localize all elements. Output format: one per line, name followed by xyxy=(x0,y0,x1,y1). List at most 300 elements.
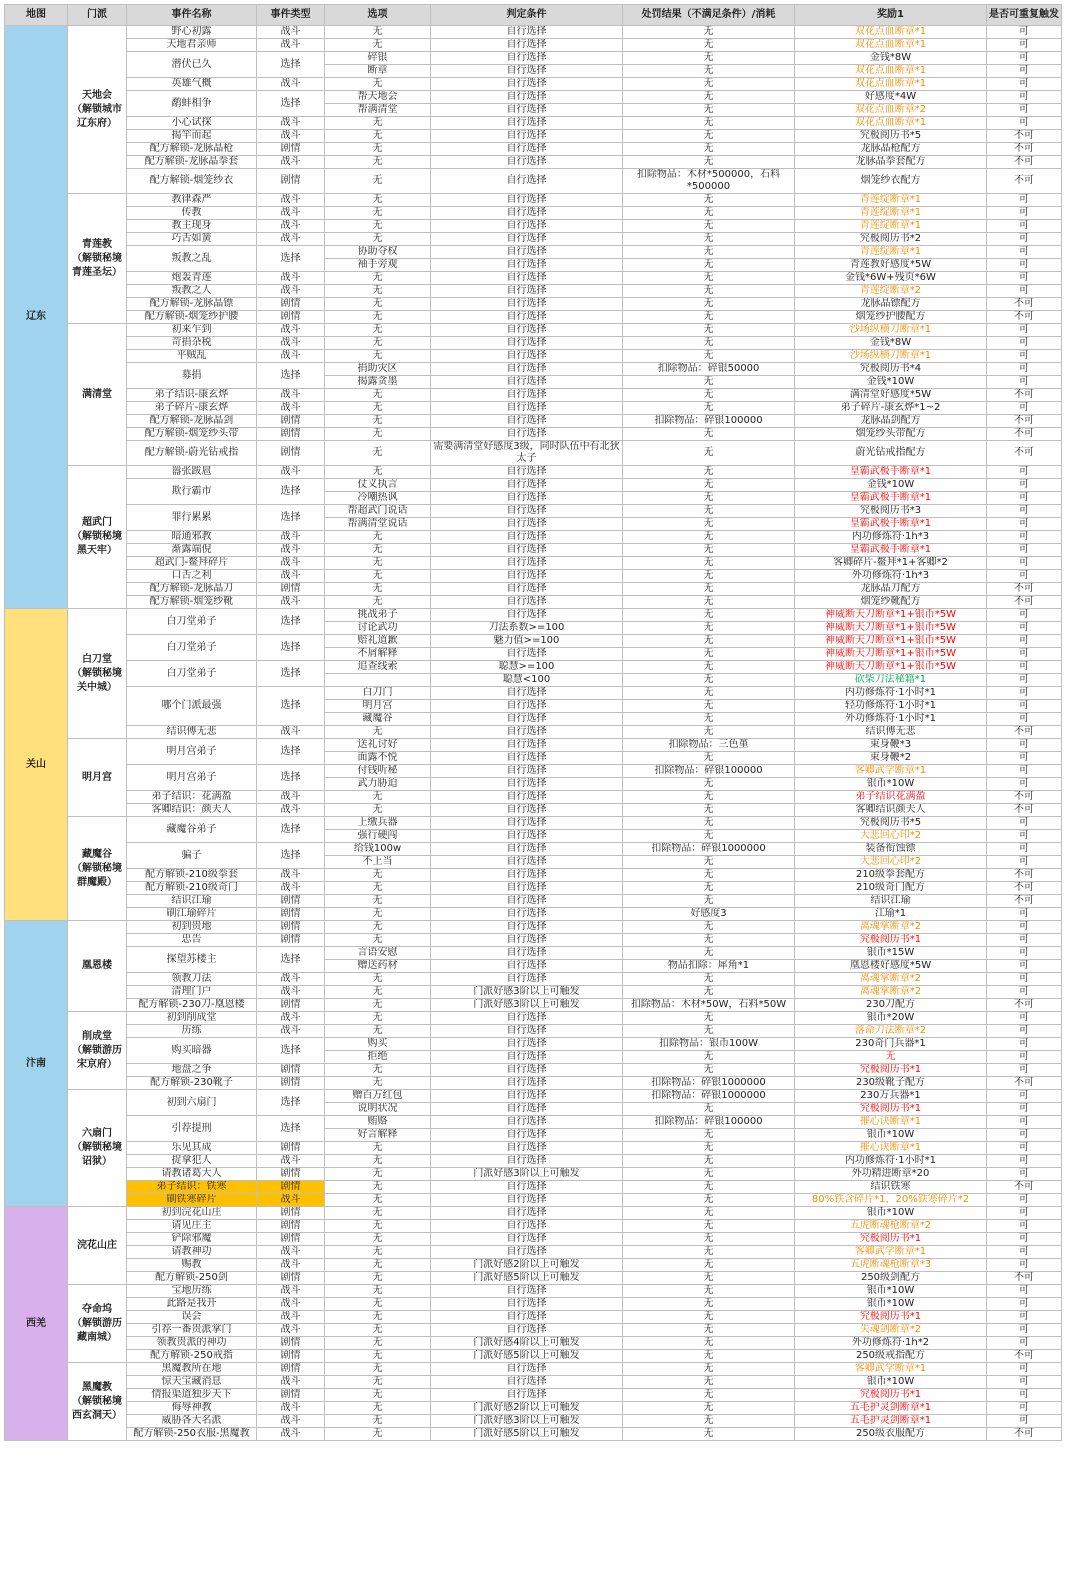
table-row xyxy=(5,415,1062,428)
event-type-cell: 战斗 xyxy=(257,726,325,739)
penalty-cell: 无 xyxy=(623,207,795,220)
condition-cell: 自行选择 xyxy=(431,39,623,52)
region-cell: 汴南 xyxy=(5,921,68,1207)
event-name-cell: 野心初露 xyxy=(127,26,257,39)
event-name-cell: 配方解锁-250剑 xyxy=(127,1272,257,1285)
option-cell: 无 xyxy=(325,130,431,143)
reward-cell: 摧心诀断章*1 xyxy=(795,1142,987,1155)
reward-cell: 满清堂好感度*5W xyxy=(795,389,987,402)
reward-cell: 究极阅历书*1 xyxy=(795,1389,987,1402)
event-name-cell: 叛教之乱 xyxy=(127,246,257,272)
penalty-cell: 无 xyxy=(623,39,795,52)
event-name-cell: 初到六扇门 xyxy=(127,1090,257,1116)
option-cell: 无 xyxy=(325,804,431,817)
event-name-cell: 配方解锁-230刀-凰恩楼 xyxy=(127,999,257,1012)
option-cell: 无 xyxy=(325,1233,431,1246)
event-name-cell: 历练 xyxy=(127,1025,257,1038)
penalty-cell: 物品扣除：犀角*1 xyxy=(623,960,795,973)
repeatable-header: 是否可重复触发 xyxy=(987,5,1062,26)
condition-cell: 自行选择 xyxy=(431,765,623,778)
repeatable-cell: 不可 xyxy=(987,583,1062,596)
option-cell: 无 xyxy=(325,220,431,233)
table-row xyxy=(5,986,1062,999)
condition-cell: 门派好感2阶以上可触发 xyxy=(431,1402,623,1415)
reward-cell: 离魂掌断章*2 xyxy=(795,973,987,986)
option-cell: 无 xyxy=(325,583,431,596)
region-cell: 关山 xyxy=(5,609,68,921)
penalty-cell: 无 xyxy=(623,466,795,479)
penalty-cell: 无 xyxy=(623,1155,795,1168)
penalty-cell: 无 xyxy=(623,557,795,570)
option-cell: 无 xyxy=(325,1077,431,1090)
sect-cell: 明月宫 xyxy=(68,739,127,817)
repeatable-cell: 可 xyxy=(987,104,1062,117)
table-row xyxy=(5,817,1062,830)
repeatable-cell: 可 xyxy=(987,1337,1062,1350)
condition-cell: 自行选择 xyxy=(431,466,623,479)
reward-cell: 青莲绽断章*1 xyxy=(795,220,987,233)
condition-cell: 自行选择 xyxy=(431,117,623,130)
event-name-cell: 侮辱神教 xyxy=(127,1402,257,1415)
event-type-cell: 战斗 xyxy=(257,973,325,986)
event-type-cell: 选择 xyxy=(257,479,325,505)
table-row xyxy=(5,311,1062,324)
condition-cell: 自行选择 xyxy=(431,895,623,908)
penalty-cell: 无 xyxy=(623,104,795,117)
penalty-cell: 无 xyxy=(623,350,795,363)
table-row xyxy=(5,117,1062,130)
event-name-cell: 地盘之争 xyxy=(127,1064,257,1077)
penalty-cell: 无 xyxy=(623,1025,795,1038)
reward-cell: 究极阅历书*5 xyxy=(795,130,987,143)
event-type-cell: 选择 xyxy=(257,363,325,389)
sect-cell: 夺命坞 （解锁游历 藏南城） xyxy=(68,1285,127,1363)
event-type-cell: 剧情 xyxy=(257,1272,325,1285)
option-cell: 无 xyxy=(325,999,431,1012)
penalty-cell: 扣除物品：木材*50W，石料*50W xyxy=(623,999,795,1012)
penalty-cell: 无 xyxy=(623,1285,795,1298)
penalty-cell: 无 xyxy=(623,934,795,947)
event-type-cell: 战斗 xyxy=(257,1012,325,1025)
penalty-cell: 无 xyxy=(623,311,795,324)
penalty-cell: 无 xyxy=(623,830,795,843)
event-type-cell: 战斗 xyxy=(257,130,325,143)
repeatable-cell: 不可 xyxy=(987,895,1062,908)
reward-cell: 砍柴刀法秘籍*1 xyxy=(795,674,987,687)
reward-cell: 龙脉晶拳套配方 xyxy=(795,156,987,169)
reward-cell: 250级衣服配方 xyxy=(795,1428,987,1441)
penalty-cell: 无 xyxy=(623,65,795,78)
option-cell: 讨论武功 xyxy=(325,622,431,635)
table-row xyxy=(5,220,1062,233)
table-row xyxy=(5,687,1062,700)
event-name-cell: 此路是我开 xyxy=(127,1298,257,1311)
option-cell: 冷嘲热讽 xyxy=(325,492,431,505)
sect-cell: 六扇门 （解锁秘境 诏狱） xyxy=(68,1090,127,1207)
option-cell: 无 xyxy=(325,596,431,609)
event-name-cell: 配方解锁-龙脉晶剑 xyxy=(127,415,257,428)
penalty-cell: 无 xyxy=(623,752,795,765)
option-cell: 无 xyxy=(325,428,431,441)
condition-cell: 自行选择 xyxy=(431,934,623,947)
repeatable-cell: 可 xyxy=(987,479,1062,492)
table-row xyxy=(5,999,1062,1012)
event-name-cell: 配方解锁-烟笼纱靴 xyxy=(127,596,257,609)
penalty-cell: 无 xyxy=(623,1402,795,1415)
condition-cell: 自行选择 xyxy=(431,1207,623,1220)
event-type-cell: 战斗 xyxy=(257,1298,325,1311)
event-type-cell: 选择 xyxy=(257,1038,325,1064)
condition-cell: 自行选择 xyxy=(431,1103,623,1116)
condition-cell: 自行选择 xyxy=(431,78,623,91)
event-type-cell: 战斗 xyxy=(257,1402,325,1415)
table-row xyxy=(5,1038,1062,1051)
repeatable-cell: 可 xyxy=(987,1194,1062,1207)
spreadsheet xyxy=(4,4,1062,1441)
event-type-cell: 剧情 xyxy=(257,1350,325,1363)
repeatable-cell: 可 xyxy=(987,1207,1062,1220)
penalty-cell: 扣除物品：碎银100000 xyxy=(623,765,795,778)
reward-cell: 皇霸武极手断章*1 xyxy=(795,492,987,505)
event-type-cell: 战斗 xyxy=(257,156,325,169)
table-row xyxy=(5,39,1062,52)
table-row xyxy=(5,169,1062,194)
condition-cell: 自行选择 xyxy=(431,272,623,285)
event-type-cell: 战斗 xyxy=(257,791,325,804)
reward-cell: 外功精进断章*20 xyxy=(795,1168,987,1181)
event-name-cell: 宝地历练 xyxy=(127,1285,257,1298)
repeatable-cell: 可 xyxy=(987,1012,1062,1025)
penalty-cell: 无 xyxy=(623,778,795,791)
event-type-cell: 战斗 xyxy=(257,324,325,337)
penalty-cell: 无 xyxy=(623,882,795,895)
event-type-cell: 战斗 xyxy=(257,272,325,285)
reward-cell: 龙脉晶枪配方 xyxy=(795,143,987,156)
condition-cell: 自行选择 xyxy=(431,428,623,441)
repeatable-cell: 可 xyxy=(987,908,1062,921)
condition-cell: 门派好感3阶以上可触发 xyxy=(431,1168,623,1181)
condition-cell: 门派好感3阶以上可触发 xyxy=(431,986,623,999)
reward-cell: 皇霸武极手断章*1 xyxy=(795,518,987,531)
event-name-cell: 配方解锁-250衣服-黑魔教 xyxy=(127,1428,257,1441)
event-name-cell: 领教刀法 xyxy=(127,973,257,986)
repeatable-cell: 可 xyxy=(987,1298,1062,1311)
option-cell: 藏魔谷 xyxy=(325,713,431,726)
option-cell: 赠送药材 xyxy=(325,960,431,973)
reward-cell: 双花点血断章*1 xyxy=(795,39,987,52)
table-row xyxy=(5,350,1062,363)
option-cell: 无 xyxy=(325,908,431,921)
condition-cell: 自行选择 xyxy=(431,52,623,65)
penalty-cell: 好感度3 xyxy=(623,908,795,921)
event-name-cell: 引荐一番贵派掌门 xyxy=(127,1324,257,1337)
option-cell: 捐助灾区 xyxy=(325,363,431,376)
event-type-cell: 战斗 xyxy=(257,986,325,999)
event-name-cell: 罪行累累 xyxy=(127,505,257,531)
option-cell: 无 xyxy=(325,531,431,544)
repeatable-cell: 可 xyxy=(987,960,1062,973)
event-type-cell: 剧情 xyxy=(257,1168,325,1181)
repeatable-cell: 可 xyxy=(987,402,1062,415)
condition-cell: 自行选择 xyxy=(431,505,623,518)
penalty-cell: 无 xyxy=(623,1259,795,1272)
penalty-cell: 无 xyxy=(623,143,795,156)
option-cell: 无 xyxy=(325,272,431,285)
repeatable-cell: 不可 xyxy=(987,1077,1062,1090)
option-cell: 无 xyxy=(325,1298,431,1311)
table-row xyxy=(5,1298,1062,1311)
event-name-cell: 超武门-鳌拜碎片 xyxy=(127,557,257,570)
region-cell: 西羌 xyxy=(5,1207,68,1441)
repeatable-cell: 可 xyxy=(987,817,1062,830)
event-name-cell: 揭竿而起 xyxy=(127,130,257,143)
table-row xyxy=(5,908,1062,921)
condition-cell: 自行选择 xyxy=(431,583,623,596)
penalty-cell: 无 xyxy=(623,1324,795,1337)
condition-cell: 自行选择 xyxy=(431,492,623,505)
event-name-cell: 炮轰青莲 xyxy=(127,272,257,285)
reward-cell: 外功修炼符·1小时*1 xyxy=(795,713,987,726)
option-cell: 无 xyxy=(325,882,431,895)
repeatable-cell: 可 xyxy=(987,337,1062,350)
condition-cell: 自行选择 xyxy=(431,869,623,882)
event-name-cell: 暗通邪教 xyxy=(127,531,257,544)
table-row xyxy=(5,1324,1062,1337)
table-row xyxy=(5,441,1062,466)
reward-cell: 究极阅历书*1 xyxy=(795,1311,987,1324)
repeatable-cell: 不可 xyxy=(987,143,1062,156)
repeatable-cell: 可 xyxy=(987,921,1062,934)
reward-cell: 青莲绽断章*2 xyxy=(795,285,987,298)
event-type-cell: 选择 xyxy=(257,947,325,973)
condition-cell: 自行选择 xyxy=(431,156,623,169)
repeatable-cell: 可 xyxy=(987,1259,1062,1272)
option-cell: 无 xyxy=(325,441,431,466)
table-row xyxy=(5,557,1062,570)
repeatable-cell: 不可 xyxy=(987,441,1062,466)
reward-cell: 客卿武学断章*1 xyxy=(795,1246,987,1259)
event-type-cell: 战斗 xyxy=(257,1415,325,1428)
condition-cell: 自行选择 xyxy=(431,973,623,986)
event-name-cell: 弟子碎片-康玄烨 xyxy=(127,402,257,415)
condition-cell: 刀法系数>=100 xyxy=(431,622,623,635)
option-cell: 无 xyxy=(325,973,431,986)
repeatable-cell: 可 xyxy=(987,518,1062,531)
penalty-cell: 无 xyxy=(623,1337,795,1350)
penalty-cell: 无 xyxy=(623,156,795,169)
option-cell: 无 xyxy=(325,298,431,311)
table-row xyxy=(5,466,1062,479)
condition-cell: 门派好感3阶以上可触发 xyxy=(431,999,623,1012)
condition-cell: 自行选择 xyxy=(431,233,623,246)
reward-cell: 双花点血断章*2 xyxy=(795,104,987,117)
condition-cell: 自行选择 xyxy=(431,1311,623,1324)
condition-cell: 门派好感3阶以上可触发 xyxy=(431,1415,623,1428)
option-cell: 上缴兵器 xyxy=(325,817,431,830)
condition-cell: 自行选择 xyxy=(431,843,623,856)
event-name-cell: 引荐提刑 xyxy=(127,1116,257,1142)
event-name-cell: 弟子结识：花满盈 xyxy=(127,791,257,804)
reward-cell: 内功修炼符·1小时*1 xyxy=(795,1155,987,1168)
condition-cell: 门派好感5阶以上可触发 xyxy=(431,1272,623,1285)
table-row xyxy=(5,389,1062,402)
table-row xyxy=(5,739,1062,752)
event-name-cell: 哪个门派最强 xyxy=(127,687,257,726)
table-row xyxy=(5,1207,1062,1220)
table-row xyxy=(5,143,1062,156)
reward-cell: 五虎断魂枪断章*3 xyxy=(795,1259,987,1272)
reward-cell: 神威断天刀断章*1+银币*5W xyxy=(795,661,987,674)
map-header: 地图 xyxy=(5,5,68,26)
penalty-cell: 无 xyxy=(623,259,795,272)
penalty-cell: 无 xyxy=(623,1181,795,1194)
repeatable-cell: 可 xyxy=(987,1363,1062,1376)
event-name-header: 事件名称 xyxy=(127,5,257,26)
condition-cell: 自行选择 xyxy=(431,1181,623,1194)
reward-cell: 五虎断魂枪断章*2 xyxy=(795,1220,987,1233)
penalty-cell: 无 xyxy=(623,479,795,492)
event-type-cell: 剧情 xyxy=(257,1142,325,1155)
table-row xyxy=(5,1116,1062,1129)
table-row xyxy=(5,895,1062,908)
repeatable-cell: 不可 xyxy=(987,804,1062,817)
option-cell: 无 xyxy=(325,1376,431,1389)
reward-cell: 80%铁含碎片*1，20%铁寒碎片*2 xyxy=(795,1194,987,1207)
table-row xyxy=(5,934,1062,947)
event-name-cell: 潜伏已久 xyxy=(127,52,257,78)
repeatable-cell: 可 xyxy=(987,739,1062,752)
option-cell: 无 xyxy=(325,544,431,557)
option-cell: 无 xyxy=(325,26,431,39)
repeatable-cell: 可 xyxy=(987,1064,1062,1077)
event-type-cell: 选择 xyxy=(257,817,325,843)
event-type-cell: 选择 xyxy=(257,246,325,272)
reward-cell: 银币*10W xyxy=(795,1207,987,1220)
repeatable-cell: 可 xyxy=(987,648,1062,661)
condition-cell: 自行选择 xyxy=(431,1376,623,1389)
condition-cell: 自行选择 xyxy=(431,882,623,895)
condition-cell: 自行选择 xyxy=(431,1012,623,1025)
option-cell: 武力胁迫 xyxy=(325,778,431,791)
event-name-cell: 配方解锁-210级奇门 xyxy=(127,882,257,895)
reward-cell: 金钱*8W xyxy=(795,337,987,350)
condition-cell: 自行选择 xyxy=(431,752,623,765)
penalty-cell: 无 xyxy=(623,817,795,830)
condition-cell: 自行选择 xyxy=(431,1025,623,1038)
event-type-cell: 战斗 xyxy=(257,1259,325,1272)
reward-cell: 210级拳套配方 xyxy=(795,869,987,882)
table-row xyxy=(5,1376,1062,1389)
event-name-cell: 平贼乱 xyxy=(127,350,257,363)
condition-cell: 自行选择 xyxy=(431,830,623,843)
sect-cell: 削成堂 （解锁游历 宋京府） xyxy=(68,1012,127,1090)
penalty-cell: 无 xyxy=(623,78,795,91)
event-type-cell: 战斗 xyxy=(257,194,325,207)
table-row xyxy=(5,570,1062,583)
repeatable-cell: 不可 xyxy=(987,1272,1062,1285)
table-row xyxy=(5,1142,1062,1155)
penalty-cell: 无 xyxy=(623,635,795,648)
option-cell: 无 xyxy=(325,1337,431,1350)
sect-cell: 满清堂 xyxy=(68,324,127,466)
event-name-cell: 乐见其成 xyxy=(127,1142,257,1155)
condition-cell: 自行选择 xyxy=(431,1038,623,1051)
penalty-cell: 无 xyxy=(623,376,795,389)
condition-cell: 自行选择 xyxy=(431,531,623,544)
option-cell: 无 xyxy=(325,1025,431,1038)
option-cell: 无 xyxy=(325,194,431,207)
repeatable-cell: 可 xyxy=(987,324,1062,337)
reward-cell: 沙场纵横刀断章*1 xyxy=(795,324,987,337)
table-row xyxy=(5,194,1062,207)
reward-cell: 结识傅无悲 xyxy=(795,726,987,739)
penalty-cell: 无 xyxy=(623,583,795,596)
option-cell: 贿赂 xyxy=(325,1116,431,1129)
option-cell: 无 xyxy=(325,934,431,947)
repeatable-cell: 可 xyxy=(987,492,1062,505)
reward-cell: 双花点血断章*1 xyxy=(795,65,987,78)
event-name-cell: 请教神功 xyxy=(127,1246,257,1259)
table-row xyxy=(5,661,1062,674)
table-row xyxy=(5,1363,1062,1376)
reward-cell: 烟笼纱头带配方 xyxy=(795,428,987,441)
event-type-cell: 剧情 xyxy=(257,1363,325,1376)
option-cell: 无 xyxy=(325,1285,431,1298)
condition-cell: 自行选择 xyxy=(431,648,623,661)
reward-cell: 沙场纵横刀断章*1 xyxy=(795,350,987,363)
event-type-cell: 战斗 xyxy=(257,1285,325,1298)
event-name-cell: 客卿结识：颜夫人 xyxy=(127,804,257,817)
table-row xyxy=(5,402,1062,415)
reward-cell: 离魂掌断章*2 xyxy=(795,921,987,934)
reward-cell: 皇霸武极手断章*1 xyxy=(795,466,987,479)
repeatable-cell: 可 xyxy=(987,674,1062,687)
table-row xyxy=(5,726,1062,739)
repeatable-cell: 不可 xyxy=(987,169,1062,194)
condition-cell: 自行选择 xyxy=(431,376,623,389)
table-row xyxy=(5,207,1062,220)
event-type-cell: 战斗 xyxy=(257,466,325,479)
table-row xyxy=(5,1077,1062,1090)
event-type-cell: 战斗 xyxy=(257,285,325,298)
event-type-cell: 战斗 xyxy=(257,1428,325,1441)
event-type-cell: 战斗 xyxy=(257,1155,325,1168)
event-name-cell: 初到削成堂 xyxy=(127,1012,257,1025)
event-type-cell: 剧情 xyxy=(257,1389,325,1402)
event-table xyxy=(4,4,1062,1441)
event-name-cell: 配方解锁-龙脉晶枪 xyxy=(127,143,257,156)
penalty-cell: 扣除物品：碎银50000 xyxy=(623,363,795,376)
reward-cell: 230奇门兵器*1 xyxy=(795,1038,987,1051)
option-cell: 给钱100w xyxy=(325,843,431,856)
repeatable-cell: 可 xyxy=(987,26,1062,39)
event-type-cell: 剧情 xyxy=(257,1181,325,1194)
condition-cell: 自行选择 xyxy=(431,1220,623,1233)
event-name-cell: 请教诸葛大人 xyxy=(127,1168,257,1181)
reward-cell: 双花点血断章*1 xyxy=(795,78,987,91)
condition-cell: 自行选择 xyxy=(431,402,623,415)
event-type-cell: 剧情 xyxy=(257,298,325,311)
penalty-cell: 无 xyxy=(623,1246,795,1259)
reward-cell: 束身鞭*3 xyxy=(795,739,987,752)
repeatable-cell: 可 xyxy=(987,1220,1062,1233)
table-row xyxy=(5,1389,1062,1402)
event-name-cell: 购买暗器 xyxy=(127,1038,257,1064)
condition-cell: 自行选择 xyxy=(431,169,623,194)
penalty-cell: 扣除物品：三色堇 xyxy=(623,739,795,752)
repeatable-cell: 可 xyxy=(987,194,1062,207)
reward-cell: 无 xyxy=(795,1051,987,1064)
